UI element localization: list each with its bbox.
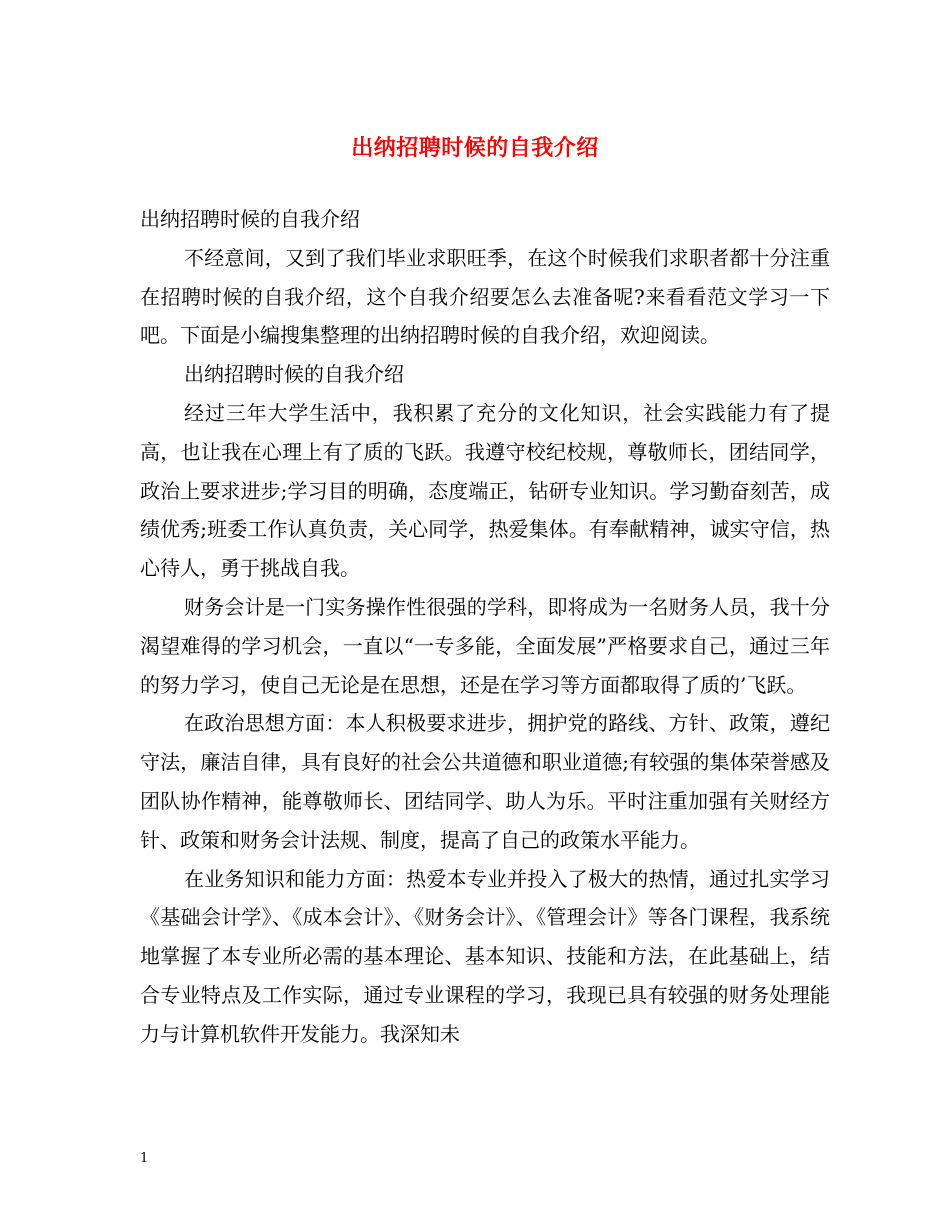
paragraph-professional-knowledge: 在业务知识和能力方面：热爱本专业并投入了极大的热情，通过扎实学习《基础会计学》、《成本会计》、《财务会计》、《管理会计》等各门课程，我系统地掌握了本专业所必需的基本理论、基本知识、技能和方法，在此基础上，结合专业特点及工作实际，通过专业课程的学习，我现已具有较强的财务处理能力与计算机软件开发能力。我深知未 xyxy=(140,866,830,1046)
document-title: 出纳招聘时候的自我介绍 xyxy=(351,135,599,161)
paragraph-financial-accounting: 财务会计是一门实务操作性很强的学科，即将成为一名财务人员，我十分渴望难得的学习机会，一直以“一专多能，全面发展”严格要求自己，通过三年的努力学习，使自己无论是在思想，还是在学习等方面都取得了质的’飞跃。 xyxy=(140,594,830,697)
paragraph-heading: 出纳招聘时候的自我介绍 xyxy=(184,362,404,387)
paragraph-university-life: 经过三年大学生活中，我积累了充分的文化知识，社会实践能力有了提高，也让我在心理上有了质的飞跃。我遵守校纪校规，尊敬师长，团结同学，政治上要求进步;学习目的明确，态度端正，钻研专业知识。学习勤奋刻苦，成绩优秀;班委工作认真负责，关心同学，热爱集体。有奉献精神，诚实守信，热心待人，勇于挑战自我。 xyxy=(140,400,830,581)
page-number: 1 xyxy=(140,1151,149,1166)
paragraph-intro: 不经意间，又到了我们毕业求职旺季，在这个时候我们求职者都十分注重在招聘时候的自我介绍，这个自我介绍要怎么去准备呢?来看看范文学习一下吧。下面是小编搜集整理的出纳招聘时候的自我介绍，欢迎阅读。 xyxy=(140,245,830,348)
paragraph-political-thought: 在政治思想方面：本人积极要求进步，拥护党的路线、方针、政策，遵纪守法，廉洁自律，具有良好的社会公共道德和职业道德;有较强的集体荣誉感及团队协作精神，能尊敬师长、团结同学、助人为乐。平时注重加强有关财经方针、政策和财务会计法规、制度，提高了自己的政策水平能力。 xyxy=(140,711,830,852)
document-subtitle: 出纳招聘时候的自我介绍 xyxy=(140,207,360,231)
document-body xyxy=(140,200,830,1054)
